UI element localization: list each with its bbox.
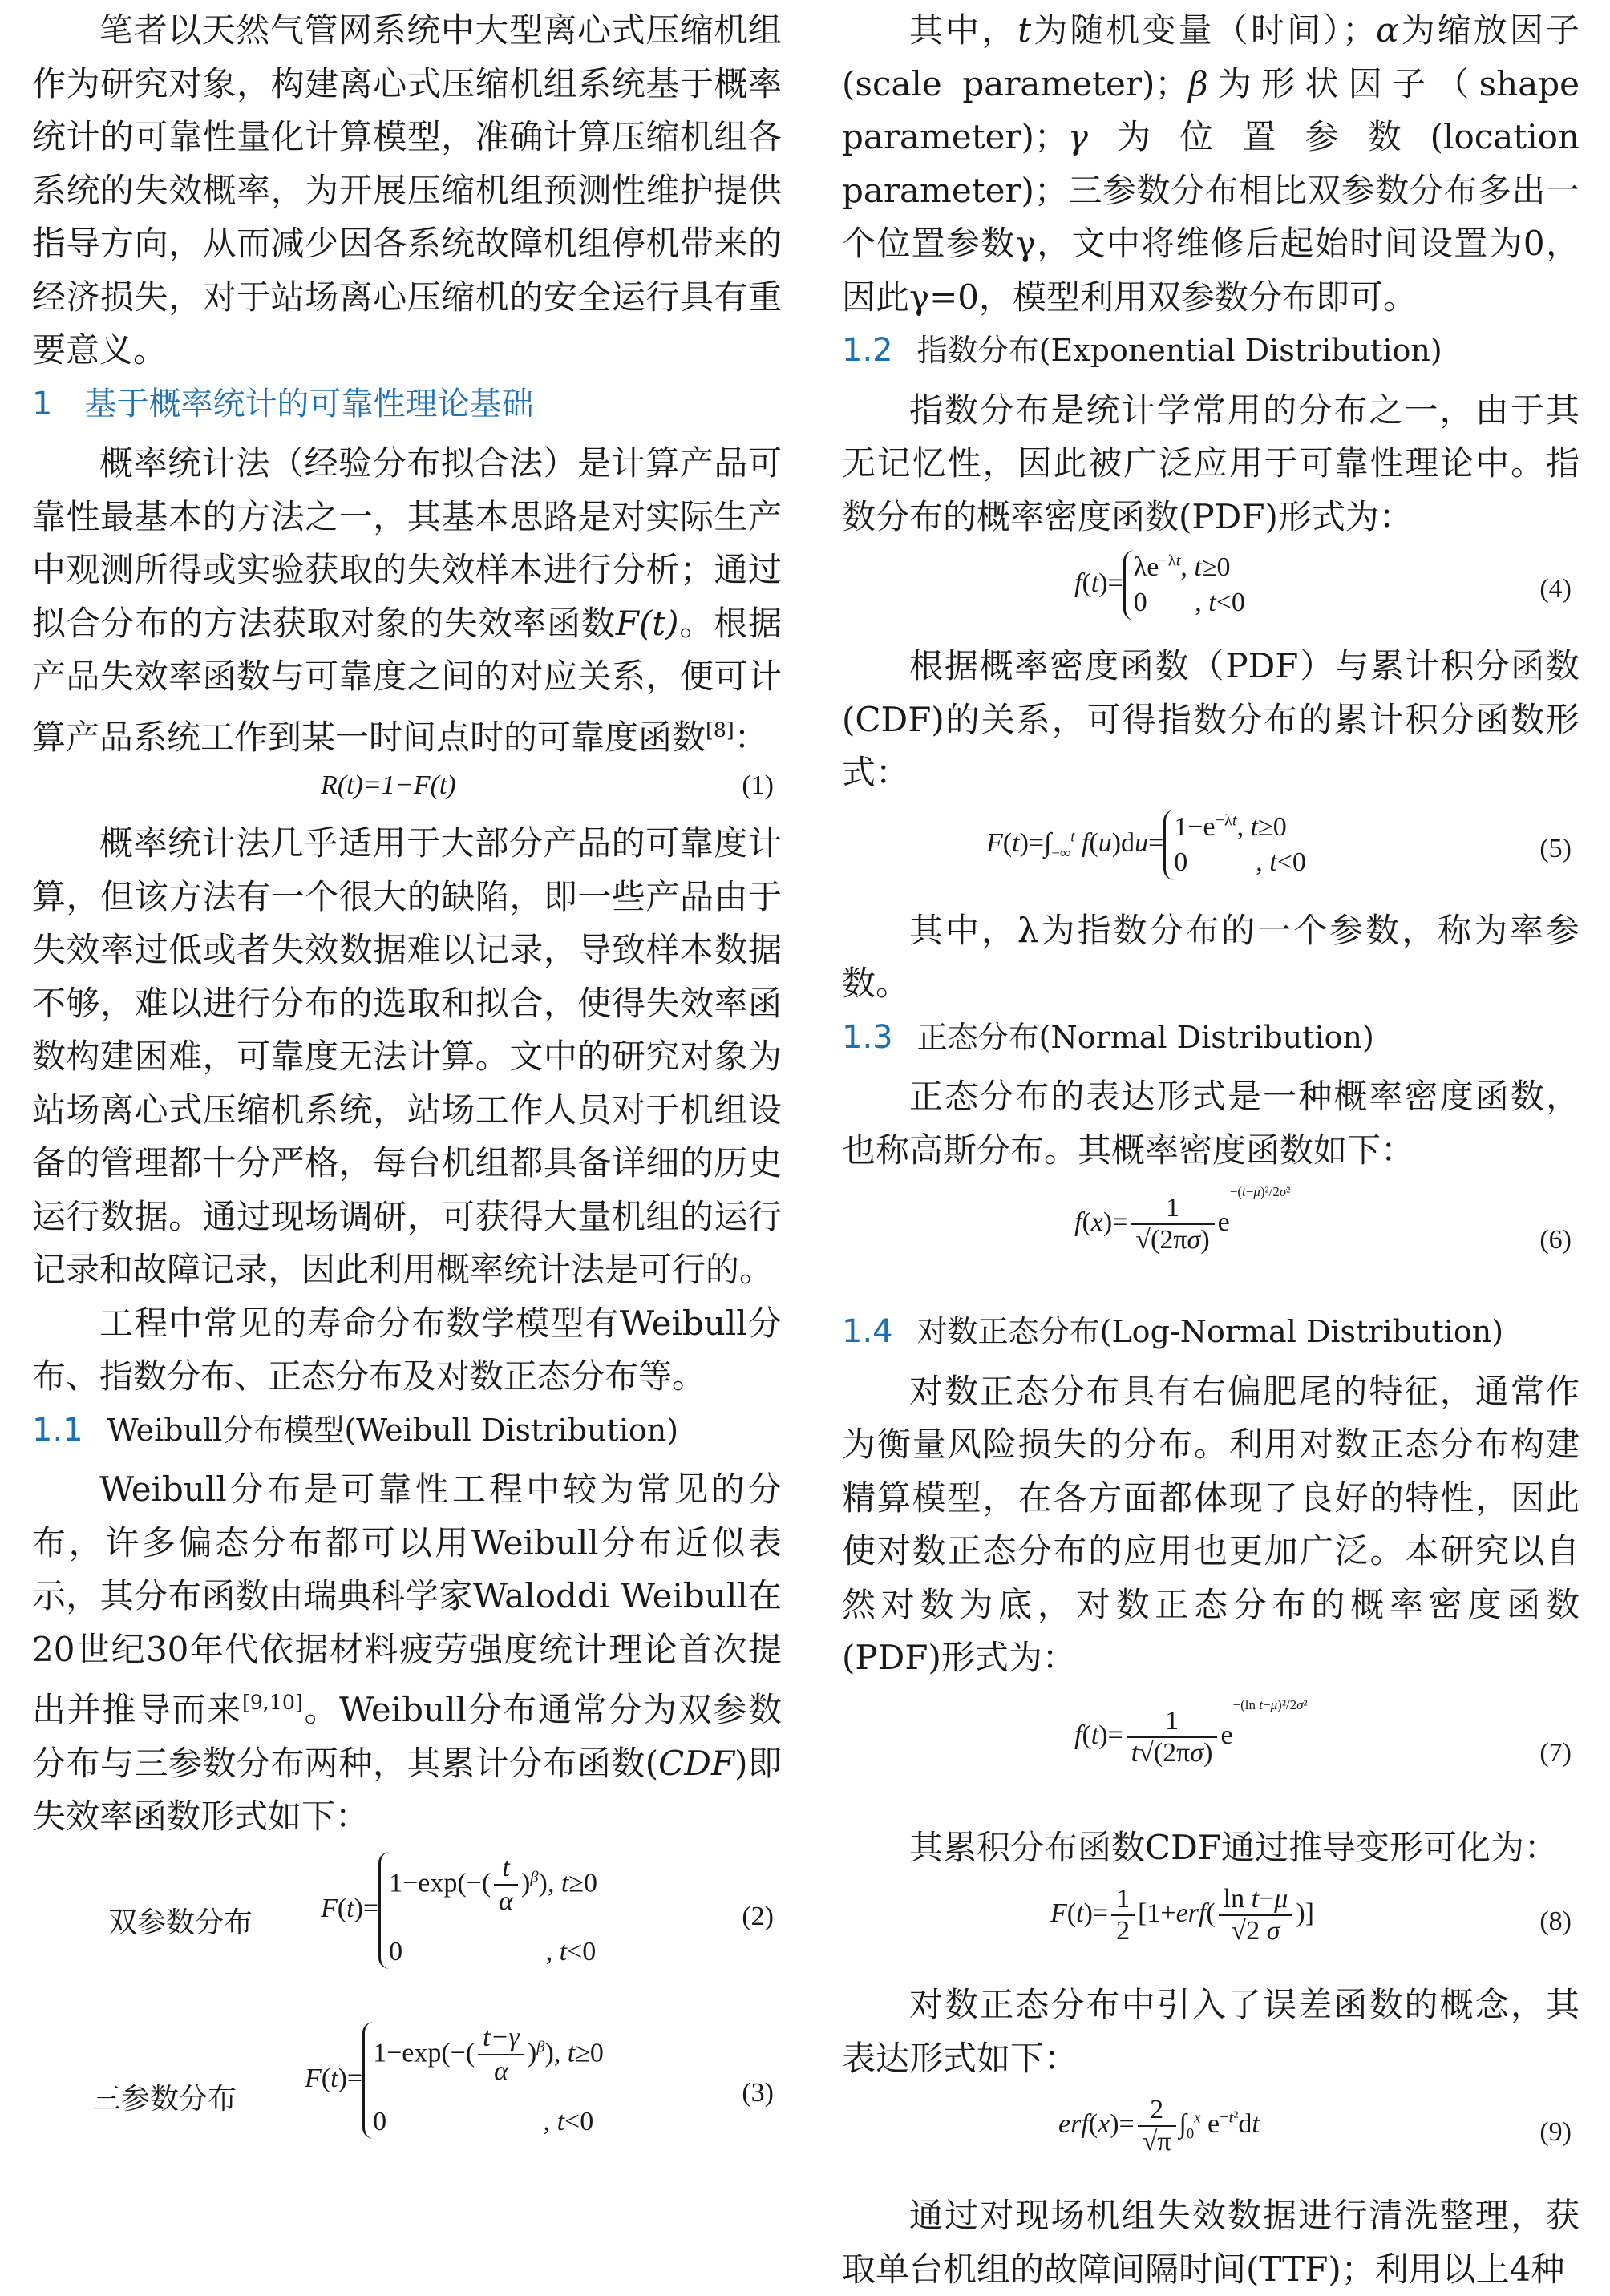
models-paragraph: 工程中常见的寿命分布数学模型有Weibull分布、指数分布、正态分布及对数正态分布等。 — [32, 1303, 782, 1396]
equation-number: (6) — [1539, 1225, 1572, 1255]
lognormal-paragraph: 对数正态分布具有右偏肥尾的特征，通常作为衡量风险损失的分布。利用对数正态分布构建精算模型，在各方面都体现了良好的特性，因此使对数正态分布的应用也更加广泛。本研究以自然对数为底，对数正态分布的概率密度函数(PDF)形式为： — [842, 1371, 1580, 1677]
text-run: 为位置参数(location parameter)；三参数分布相比双参数分布多出一个位置参数γ，文中将维修后起始时间设置为0，因此γ=0，模型利用双参数分布即可。 — [842, 117, 1580, 317]
math-gamma: γ — [1067, 117, 1089, 156]
equation-body: f(x)= $\frac{1}{√(2\pi\sigma)}$ $e^{-(t-\mu)^2/2\sigma^2}$ — [1074, 1184, 1291, 1255]
equation-8 — [842, 1874, 1580, 1979]
section-number: 1.1 — [32, 1411, 83, 1449]
equation-number: (2) — [742, 1901, 774, 1931]
section-title: Weibull分布模型(Weibull Distribution) — [107, 1412, 679, 1448]
lambda-paragraph: 其中，λ为指数分布的一个参数，称为率参数。 — [842, 910, 1580, 1003]
equation-label: 双参数分布 — [108, 1906, 253, 1939]
section-heading-1-3 — [842, 1011, 1580, 1071]
equation-3 — [32, 2012, 782, 2181]
citation: [9,10] — [242, 1691, 303, 1714]
equation-body: erf(x)= $\frac{2}{√\pi}$ $\int_0^x$ $e^{-t^2}dt$ — [1058, 2095, 1260, 2157]
section-number: 1 — [32, 385, 53, 422]
equation-6 — [842, 1177, 1580, 1305]
equation-body: $F(t)=\int_{-\infty}^t$ f(u)du= $1-e^{-\lambda t}$, t≥0 0 , t<0 — [986, 810, 1306, 880]
equation-2 — [32, 1844, 782, 2012]
section-number: 1.4 — [842, 1313, 893, 1350]
equation-body: f(t)= $\frac{1}{t√(2\pi\sigma)}$ $e^{-(ln t-\mu)^2/2\sigma^2}$ — [1074, 1696, 1308, 1768]
math-beta: β — [1188, 63, 1208, 103]
exponential-cdf-paragraph: 根据概率密度函数（PDF）与累计积分函数(CDF)的关系，可得指数分布的累计积分函数形式： — [842, 646, 1580, 792]
equation-number: (5) — [1539, 833, 1572, 863]
section-title: 指数分布(Exponential Distribution) — [916, 333, 1442, 368]
right-column — [842, 0, 1580, 2296]
text-run: 其中， — [909, 10, 1018, 50]
math-F-t: F(t) — [615, 603, 679, 643]
equation-number: (8) — [1539, 1906, 1572, 1936]
equation-body: R(t)=1−F(t) — [321, 770, 456, 800]
erf-paragraph: 对数正态分布中引入了误差函数的概念，其表达形式如下： — [842, 1985, 1580, 2078]
equation-1 — [32, 764, 782, 817]
equation-body: f(t)= $\lambda e^{-\lambda t}$, t≥0 0 , t<0 — [1074, 550, 1245, 620]
section-title: 对数正态分布(Log-Normal Distribution) — [916, 1314, 1504, 1349]
text-run: ： — [734, 717, 768, 757]
text-run: 。Weibull分布通常分为双参数分布与三参数分布两种，其累计分布函数( — [32, 1690, 782, 1783]
text-run: 为随机变量（时间）； — [1031, 10, 1377, 50]
section-number: 1.3 — [842, 1018, 893, 1056]
math-alpha: α — [1376, 10, 1399, 50]
cdf-abbrev: CDF — [658, 1743, 735, 1783]
text-run: Weibull分布是可靠性工程中较为常见的分布，许多偏态分布都可以用Weibull分布近似表示，其分布函数由瑞典科学家Waloddi Weibull在20世纪30年代依据材料疲劳强度统计理论首次提出并推导而来 — [32, 1469, 782, 1729]
math-t: t — [1017, 10, 1032, 50]
section-heading-1-1 — [32, 1404, 782, 1464]
left-column — [32, 0, 782, 2181]
exponential-paragraph: 指数分布是统计学常用的分布之一，由于其无记忆性，因此被广泛应用于可靠性理论中。指数分布的概率密度函数(PDF)形式为： — [842, 390, 1580, 536]
equation-body: F(t)= 1−exp(−( $\frac{t-\gamma}{\alpha}$ )$^\beta$), t≥0 0 , t<0 — [305, 2022, 604, 2139]
limitation-paragraph: 概率统计法几乎适用于大部分产品的可靠度计算，但该方法有一个很大的缺陷，即一些产品由于失效率过低或者失效数据难以记录，导致样本数据不够，难以进行分布的选取和拟合，使得失效率函数构建困难，可靠度无法计算。文中的研究对象为站场离心式压缩机系统，站场工作人员对于机组设备的管理都十分严格，每台机组都具备详细的历史运行数据。通过现场调研，可获得大量机组的运行记录和故障记录，因此利用概率统计法是可行的。 — [32, 823, 782, 1289]
text-run: 。根据产品失效率函数与可靠度之间的对应关系，便可计算产品系统工作到某一时间点时的可靠度函数 — [32, 603, 782, 757]
section-title: 基于概率统计的可靠性理论基础 — [84, 385, 534, 422]
equation-9 — [842, 2085, 1580, 2189]
equation-4 — [842, 544, 1580, 640]
parameters-paragraph — [842, 4, 1580, 324]
section-heading-1 — [32, 378, 782, 438]
equation-label: 三参数分布 — [92, 2082, 237, 2116]
section-heading-1-4 — [842, 1305, 1580, 1365]
normal-paragraph: 正态分布的表达形式是一种概率密度函数，也称高斯分布。其概率密度函数如下： — [842, 1077, 1580, 1170]
method-paragraph — [32, 437, 782, 764]
weibull-paragraph — [32, 1463, 782, 1844]
intro-paragraph: 笔者以天然气管网系统中大型离心式压缩机组作为研究对象，构建离心式压缩机组系统基于概率统计的可靠性量化计算模型，准确计算压缩机组各系统的失效概率，为开展压缩机组预测性维护提供指导方向，从而减少因各系统故障机组停机带来的经济损失，对于站场离心压缩机的安全运行具有重要意义。 — [32, 10, 782, 370]
ttf-paragraph: 通过对现场机组失效数据进行清洗整理，获取单台机组的故障间隔时间(TTF)；利用以上4种 — [842, 2196, 1580, 2289]
section-title: 正态分布(Normal Distribution) — [916, 1019, 1374, 1055]
text-run: 为形状因子（shape parameter)； — [842, 63, 1580, 156]
equation-5 — [842, 800, 1580, 904]
equation-number: (9) — [1539, 2117, 1572, 2147]
text-run: 概率统计法（经验分布拟合法）是计算产品可靠性最基本的方法之一，其基本思路是对实际生产中观测所得或实验获取的失效样本进行分析；通过拟合分布的方法获取对象的失效率函数 — [32, 443, 782, 643]
equation-body: F(t)= 1−exp(−( $\frac{t}{\alpha}$ )$^\beta$), t≥0 0 , t<0 — [321, 1852, 597, 1969]
section-number: 1.2 — [842, 332, 893, 369]
equation-number: (7) — [1539, 1737, 1572, 1768]
citation: [8] — [706, 718, 734, 742]
equation-body: F(t)= $\frac{1}{2}$ [1+erf( $\frac{\text{ln t−μ}}{√2 \sigma}$ )] — [1050, 1884, 1314, 1946]
equation-7 — [842, 1685, 1580, 1821]
text-run: 为缩放因子(scale parameter)； — [842, 10, 1580, 103]
lognormal-cdf-paragraph: 其累积分布函数CDF通过推导变形可化为： — [909, 1827, 1558, 1867]
section-heading-1-2 — [842, 324, 1580, 384]
equation-number: (3) — [742, 2077, 774, 2108]
text-run: )即失效率函数形式如下： — [32, 1743, 782, 1836]
equation-number: (4) — [1539, 574, 1572, 604]
equation-number: (1) — [742, 770, 774, 800]
